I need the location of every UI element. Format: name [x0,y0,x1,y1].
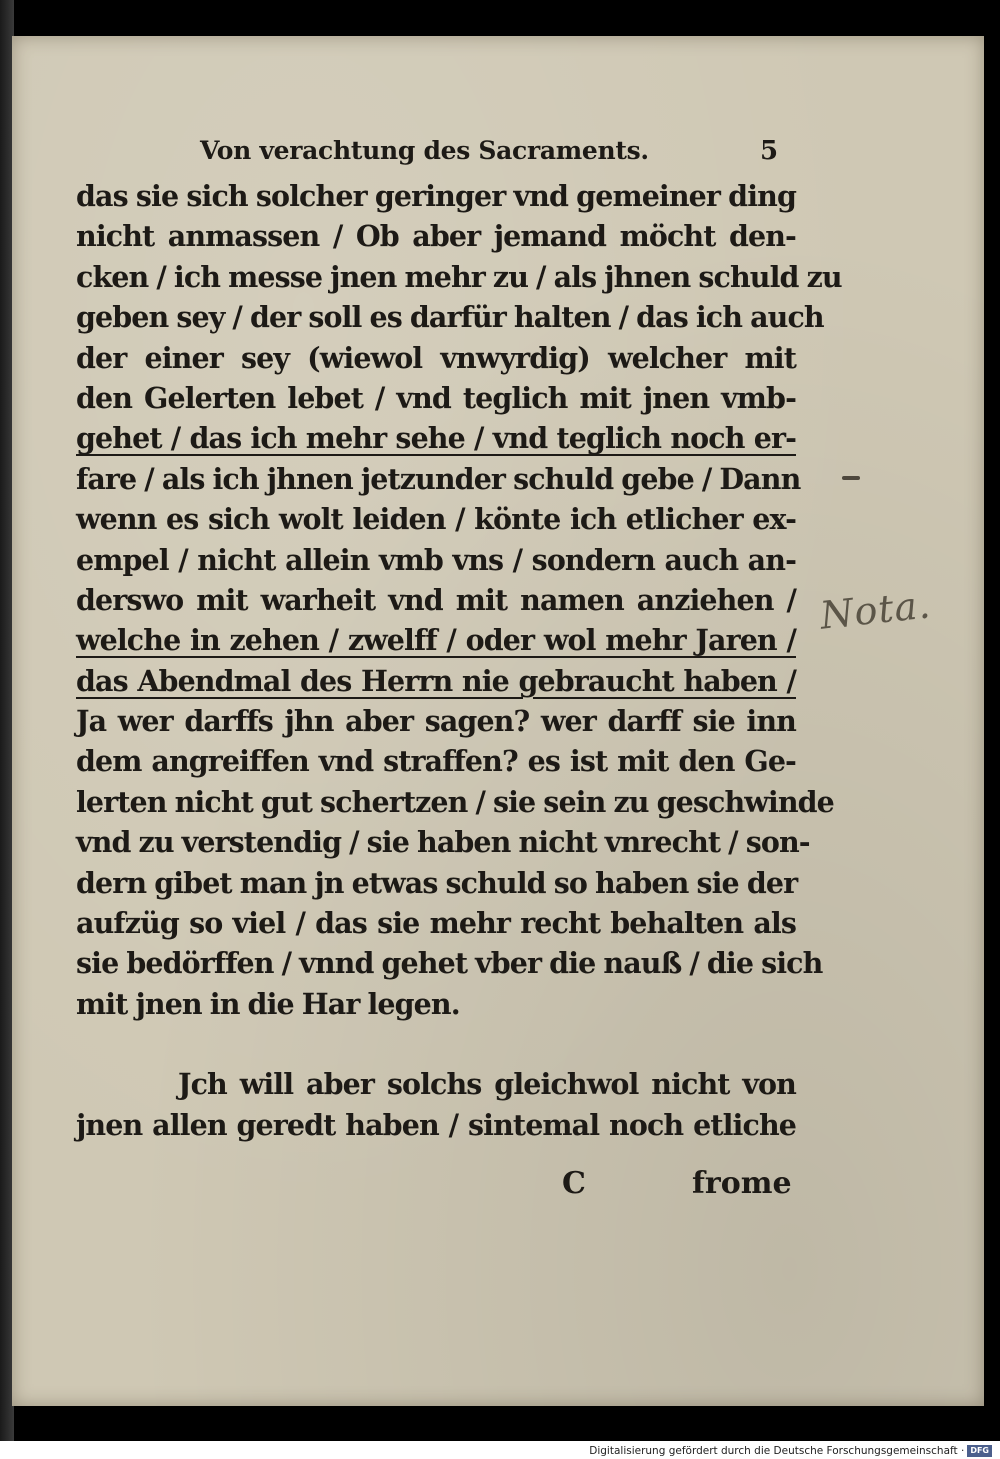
signature-mark: C [562,1166,586,1201]
text-line: aufzüg so viel / das sie mehr recht behalten als [76,906,796,941]
paragraph2-line: jnen allen geredt haben / sintemal noch etliche [76,1107,796,1142]
text-line: Ja wer darffs jhn aber sagen? wer darff sie inn [76,704,796,739]
text-line: geben sey / der soll es darfür halten / das ich auch [76,300,824,335]
text-line: das sie sich solcher geringer vnd gemeiner ding [76,179,796,213]
text-line: empel / nicht allein vmb vns / sondern auch an- [76,542,796,577]
text-line: fare / als ich jhnen jetzunder schuld gebe / Dann [76,461,801,496]
text-line: dem angreiffen vnd straffen? es ist mit den Ge- [76,744,796,779]
text-line: sie bedörffen / vnnd gehet vber die nauß / die sich [76,946,823,981]
text-line: der einer sey (wiewol vnwyrdig) welcher mit [76,340,796,375]
text-line: den Gelerten lebet / vnd teglich mit jnen vmb- [76,380,796,415]
text-line: derswo mit warheit vnd mit namen anziehen / [76,582,796,617]
paragraph2-line: Jch will aber solchs gleichwol nicht von [178,1067,796,1102]
text-line-underlined: gehet / das ich mehr sehe / vnd teglich noch er- [76,421,796,456]
text-line: wenn es sich wolt leiden / könte ich etlicher ex- [76,502,796,537]
text-line-underlined: welche in zehen / zwelff / oder wol mehr Jaren / [76,623,796,658]
ink-speck [842,476,860,480]
margin-note: Nota. [818,582,934,638]
text-line: mit jnen in die Har legen. [76,986,460,1021]
digitization-footer [589,1442,992,1459]
text-line: cken / ich messe jnen mehr zu / als jhnen schuld zu [76,259,842,294]
text-block [76,176,842,1145]
text-line: lerten nicht gut schertzen / sie sein zu geschwinde [76,784,834,819]
catchword: frome [692,1166,792,1201]
page-number: 5 [760,136,779,166]
text-line: dern gibet man jn etwas schuld so haben sie der [76,865,798,900]
text-line-underlined: das Abendmal des Herrn nie gebraucht haben / [76,663,796,698]
text-line: vnd zu verstendig / sie haben nicht vnrecht / son- [76,825,810,860]
footer-credit: Digitalisierung gefördert durch die Deutsche Forschungsgemeinschaft · [589,1444,965,1457]
paragraph-gap [76,1024,796,1064]
text-line: nicht anmassen / Ob aber jemand möcht den- [76,219,796,254]
running-head: Von verachtung des Sacraments. [200,136,649,165]
dfg-logo-icon: DFG [967,1445,992,1457]
